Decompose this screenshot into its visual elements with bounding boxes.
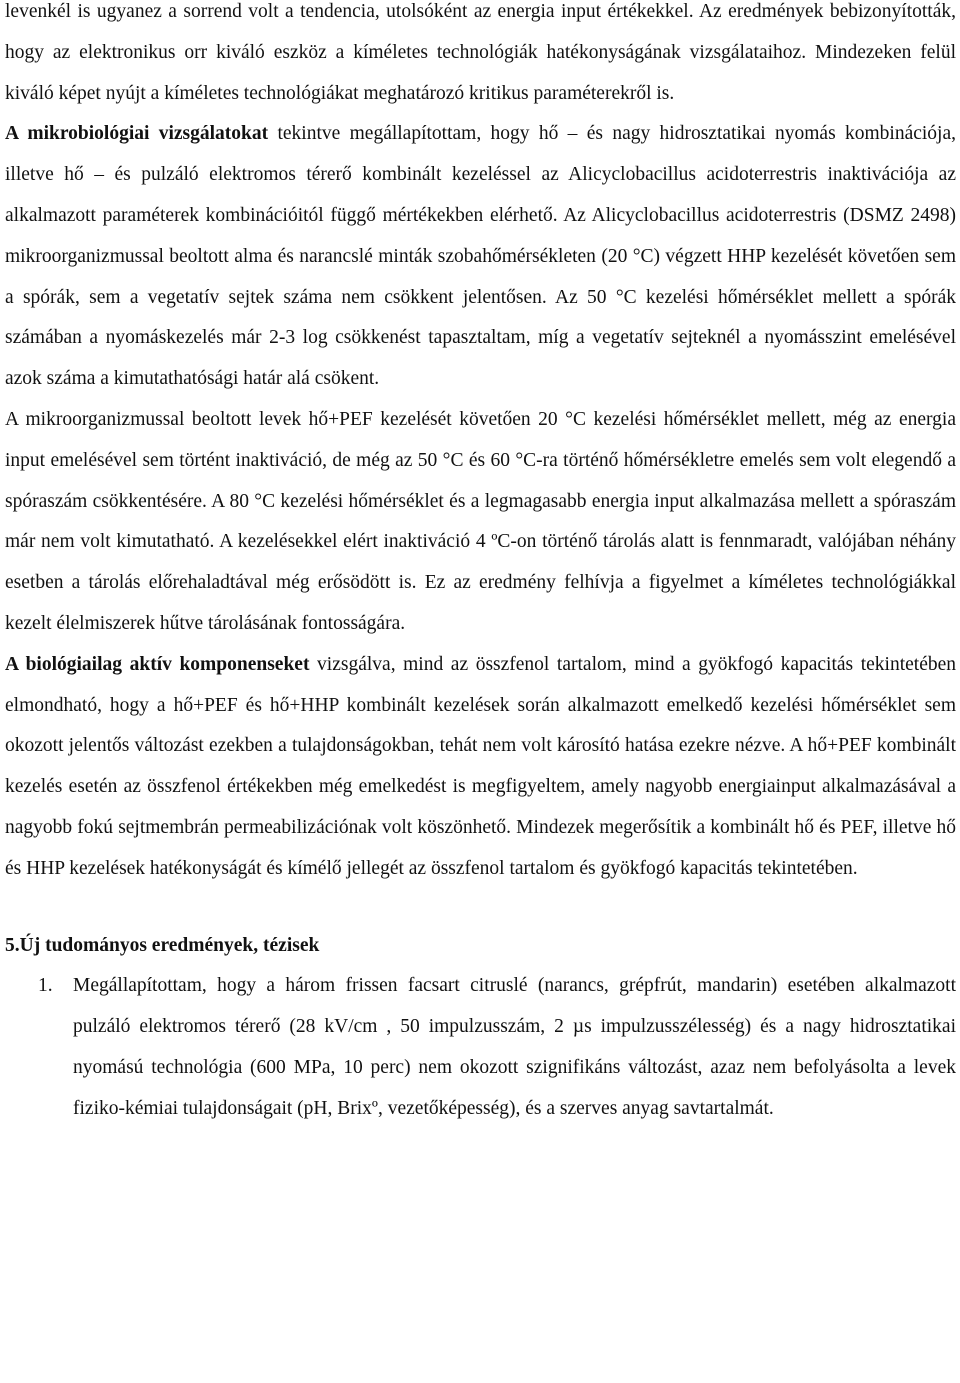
theses-list <box>5 966 956 1129</box>
paragraph-bioactive-components <box>5 645 956 890</box>
list-item <box>5 966 956 1129</box>
paragraph-electronic-nose: levenkél is ugyanez a sorrend volt a tendencia, utolsóként az energia input értékekkel. Az eredmények bebizonyították, hogy az elektronikus orr kiváló eszköz a kíméletes technológiák hatékonyságának vizsgálataihoz. Mindezeken felül kiváló képet nyújt a kíméletes technológiákat meghatározó kritikus paraméterekről is. <box>5 1 956 104</box>
list-item-number: 1. <box>38 975 53 997</box>
paragraph-microbiology <box>5 114 956 400</box>
section-heading: 5.Új tudományos eredmények, tézisek <box>5 934 320 956</box>
paragraph-pef-treatment: A mikroorganizmussal beoltott levek hő+PEF kezelését követően 20 °C kezelési hőmérséklet mellett, még az energia input emelésével sem történt inaktiváció, de még az 50 °C és 60 °C-ra történő hőmérsékletre emelés sem volt elegendő a spóraszám csökkentésére. A 80 °C kezelési hőmérséklet és a legmagasabb energia input alkalmazása mellett a spóraszám már nem volt kimutatható. A kezelésekkel elért inaktiváció 4 ºC-on történő tárolás alatt is fennmaradt, valójában néhány esetben a tárolás előrehaladtával még erősödött is. Ez az eredmény felhívja a figyelmet a kíméletes technológiákkal kezelt élelmiszerek hűtve tárolásának fontosságára. <box>5 408 956 634</box>
paragraph-body: vizsgálva, mind az összfenol tartalom, mind a gyökfogó kapacitás tekintetében elmondható, hogy a hő+PEF és hő+HHP kombinált kezelések során alkalmazott emelkedő kezelési hőmérséklet sem okozott jelentős változást ezekben a tulajdonságokban, tehát nem volt károsító hatása ezekre nézve. A hő+PEF kombinált kezelés esetén az összfenol értékekben még emelkedést is megfigyeltem, amely nagyobb energiainput alkalmazásával a nagyobb fokú sejtmembrán permeabilizációnak volt köszönhető. Mindezek megerősítik a kombinált hő és PEF, illetve hő és HHP kezelések hatékonyságát és kímélő jellegét az összfenol tartalom és gyökfogó kapacitás tekintetében. <box>5 653 957 879</box>
paragraph-lead-bold: A mikrobiológiai vizsgálatokat <box>5 123 269 145</box>
paragraph-lead-bold: A biológiailag aktív komponenseket <box>5 653 310 675</box>
paragraph-body: tekintve megállapítottam, hogy hő – és nagy hidrosztatikai nyomás kombinációja, illetve hő – és pulzáló elektromos térerő kombinált kezeléssel az Alicyclobacillus acidoterrestris inaktivációja az alkalmazott paraméterek kombinációitól függő mértékekben elérhető. Az Alicyclobacillus acidoterrestris (DSMZ 2498) mikroorganizmussal beoltott alma és narancslé minták szobahőmérsékleten (20 °C) végzett HHP kezelését követően sem a spórák, sem a vegetatív sejtek száma nem csökkent jelentősen. Az 50 °C kezelési hőmérséklet mellett a spórák számában a nyomáskezelés már 2-3 log csökkenést tapasztaltam, míg a vegetatív sejteknél a nyomásszint emelésével azok száma a kimutathatósági határ alá csökent. <box>5 123 957 390</box>
list-item-text: Megállapítottam, hogy a három frissen facsart citruslé (narancs, grépfrút, mandarin) esetében alkalmazott pulzáló elektromos térerő (28 kV/cm , 50 impulzusszám, 2 µs impulzusszélesség) és a nagy hidrosztatikai nyomású technológia (600 MPa, 10 perc) nem okozott szignifikáns változást, azaz nem befolyásolta a levek fiziko-kémiai tulajdonságait (pH, Brixº, vezetőképesség), és a szerves anyag savtartalmát. <box>73 975 956 1119</box>
